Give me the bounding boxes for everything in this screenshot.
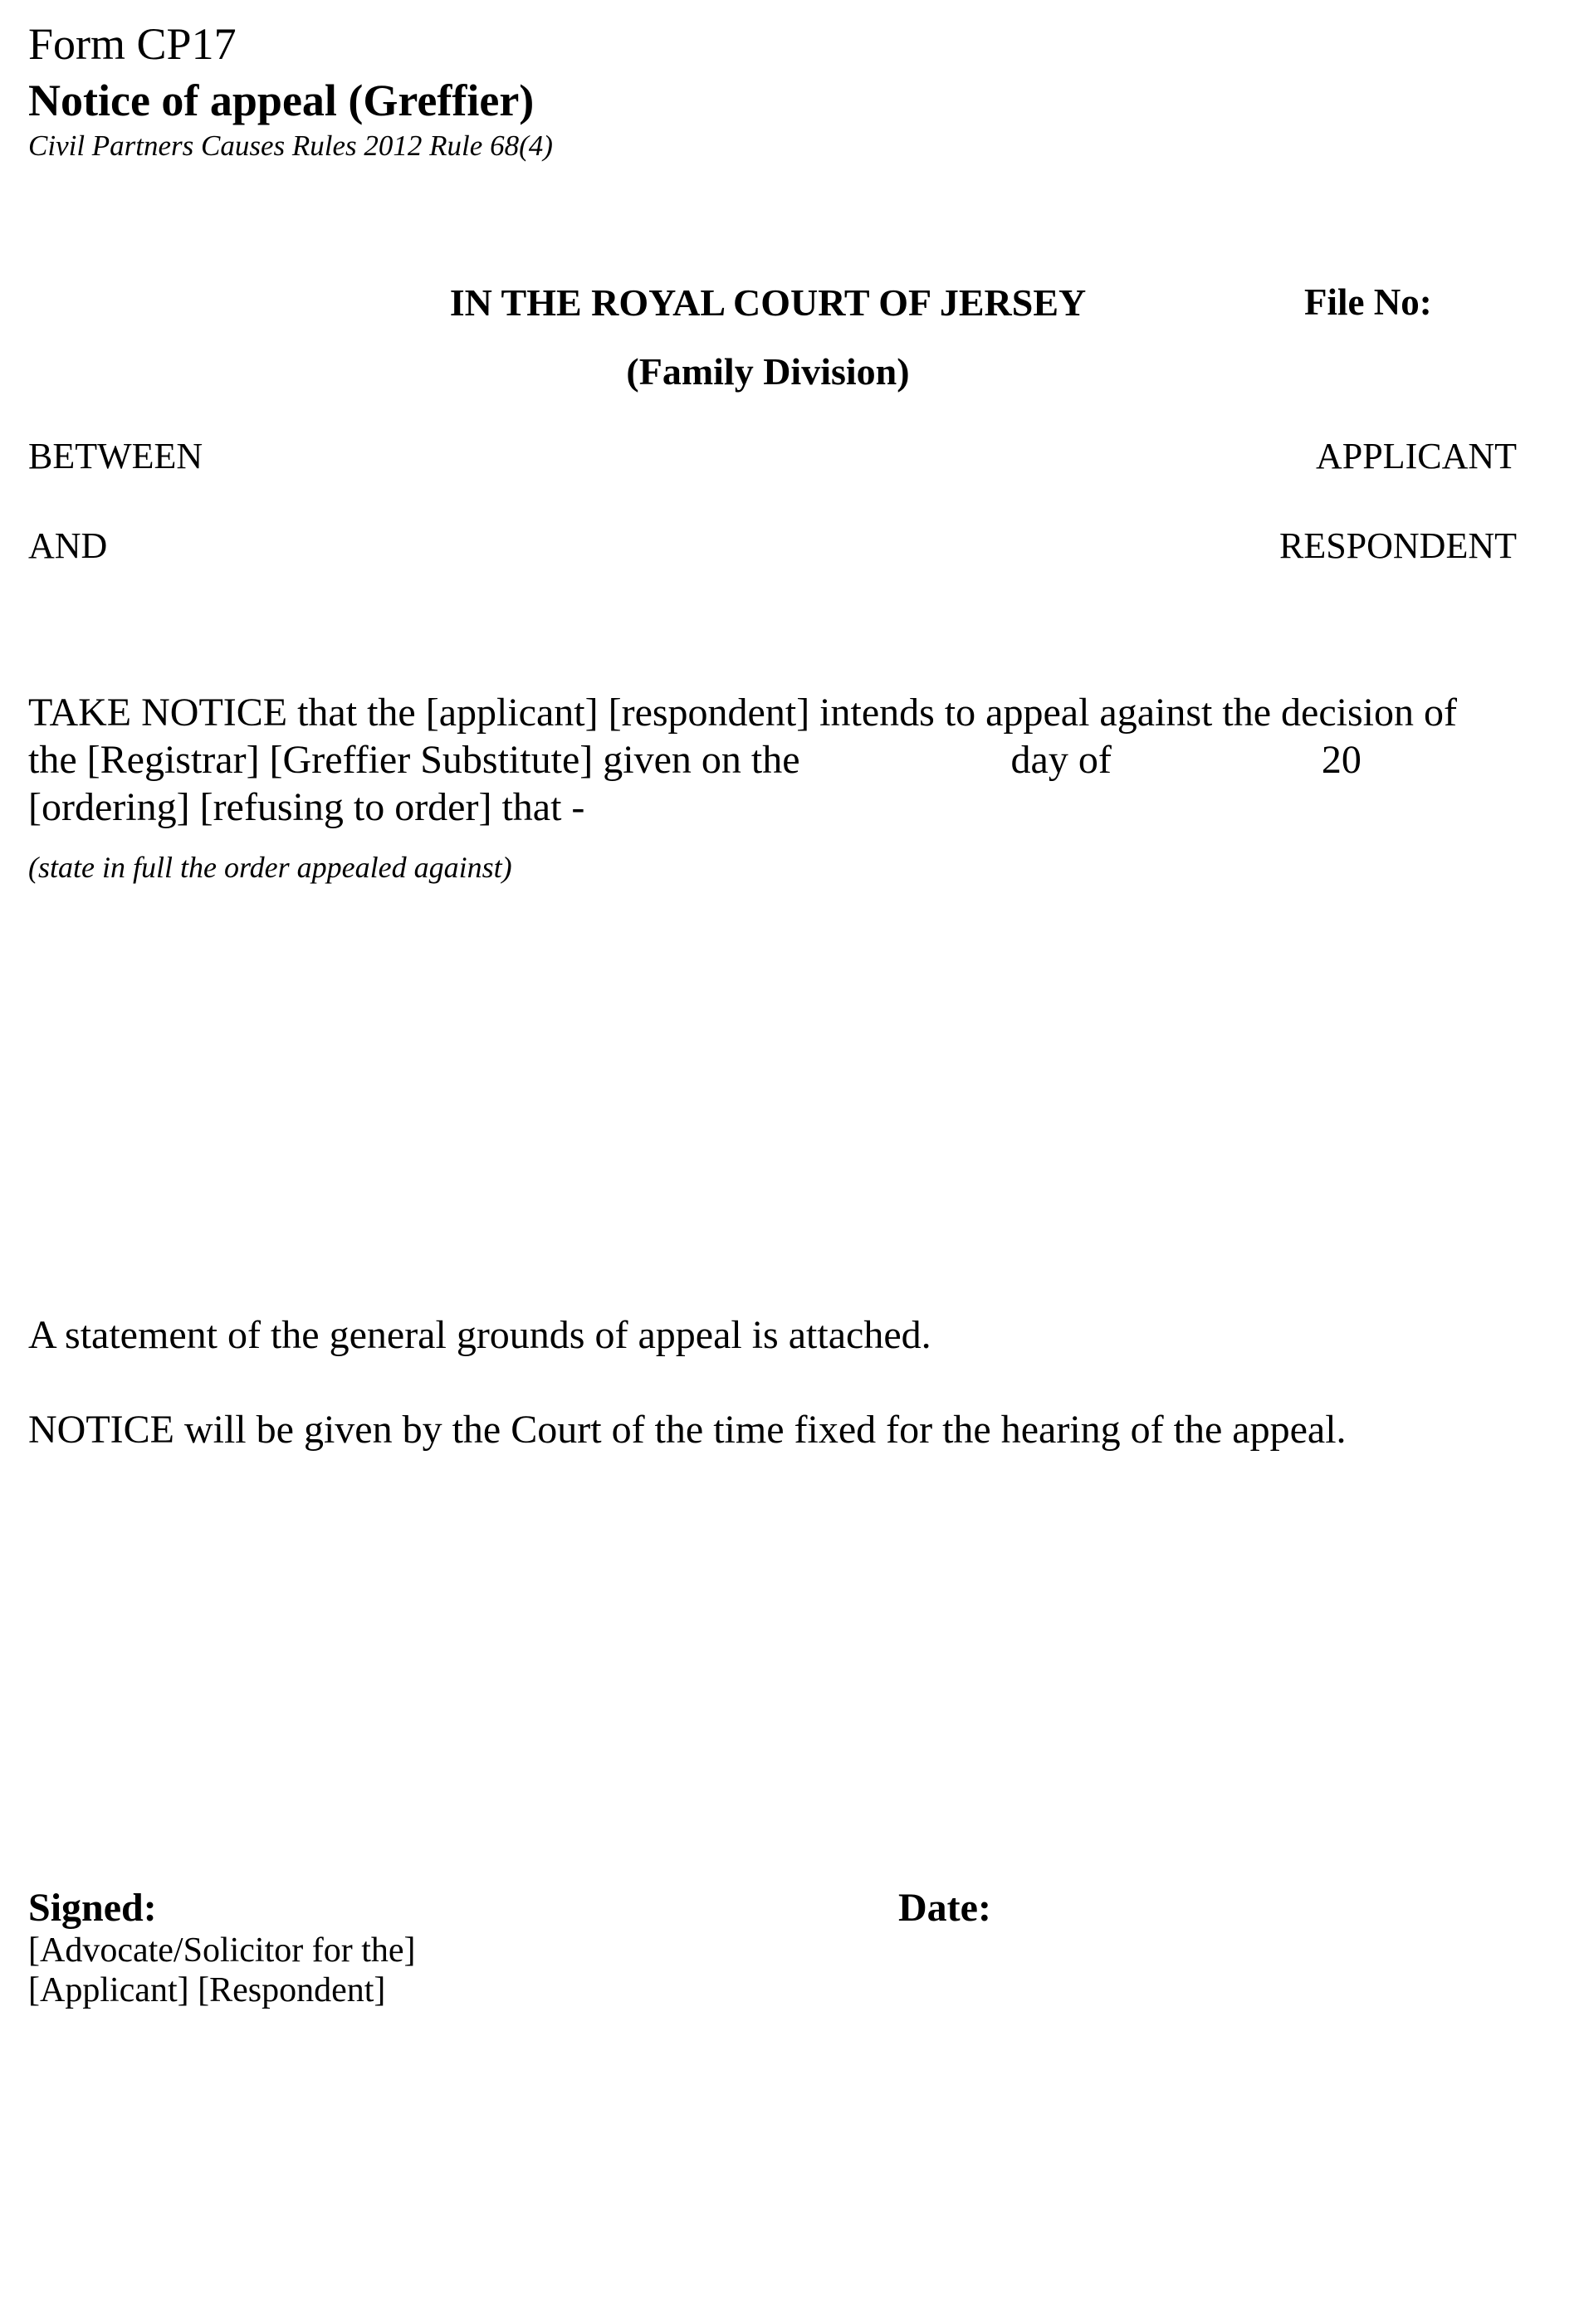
- signatory-line-2: [Applicant] [Respondent]: [28, 1971, 386, 2009]
- grounds-statement: A statement of the general grounds of appeal is attached.: [28, 1313, 931, 1357]
- notice-line-2: [28, 736, 1523, 784]
- form-number: Form CP17: [28, 19, 237, 69]
- and-label: AND: [28, 525, 108, 566]
- between-label: BETWEEN: [28, 436, 203, 476]
- year-prefix: 20: [1321, 738, 1362, 782]
- day-of-text: day of: [1010, 738, 1112, 782]
- respondent-label: RESPONDENT: [1278, 525, 1517, 566]
- signatory-line-1: [Advocate/Solicitor for the]: [28, 1931, 416, 1970]
- month-blank: [1112, 736, 1322, 784]
- form-title: Notice of appeal (Greffier): [28, 76, 535, 125]
- court-name: IN THE ROYAL COURT OF JERSEY: [449, 281, 1087, 324]
- file-no-label: File No:: [1304, 281, 1432, 323]
- day-blank: [800, 736, 1011, 784]
- hearing-notice: NOTICE will be given by the Court of the time fixed for the hearing of the appeal.: [28, 1408, 1347, 1452]
- notice-paragraph: [28, 689, 1523, 831]
- notice-line-2-text: the [Registrar] [Greffier Substitute] given on the: [28, 738, 800, 782]
- court-division: (Family Division): [626, 350, 910, 393]
- date-label: Date:: [898, 1886, 991, 1930]
- notice-line-3: [ordering] [refusing to order] that -: [28, 785, 585, 829]
- order-instruction: (state in full the order appealed against): [28, 851, 512, 884]
- applicant-label: APPLICANT: [1315, 436, 1517, 476]
- rule-reference: Civil Partners Causes Rules 2012 Rule 68(4): [28, 129, 553, 162]
- signed-label: Signed:: [28, 1886, 157, 1930]
- notice-line-1: TAKE NOTICE that the [applicant] [respondent] intends to appeal against the decision of: [28, 691, 1457, 735]
